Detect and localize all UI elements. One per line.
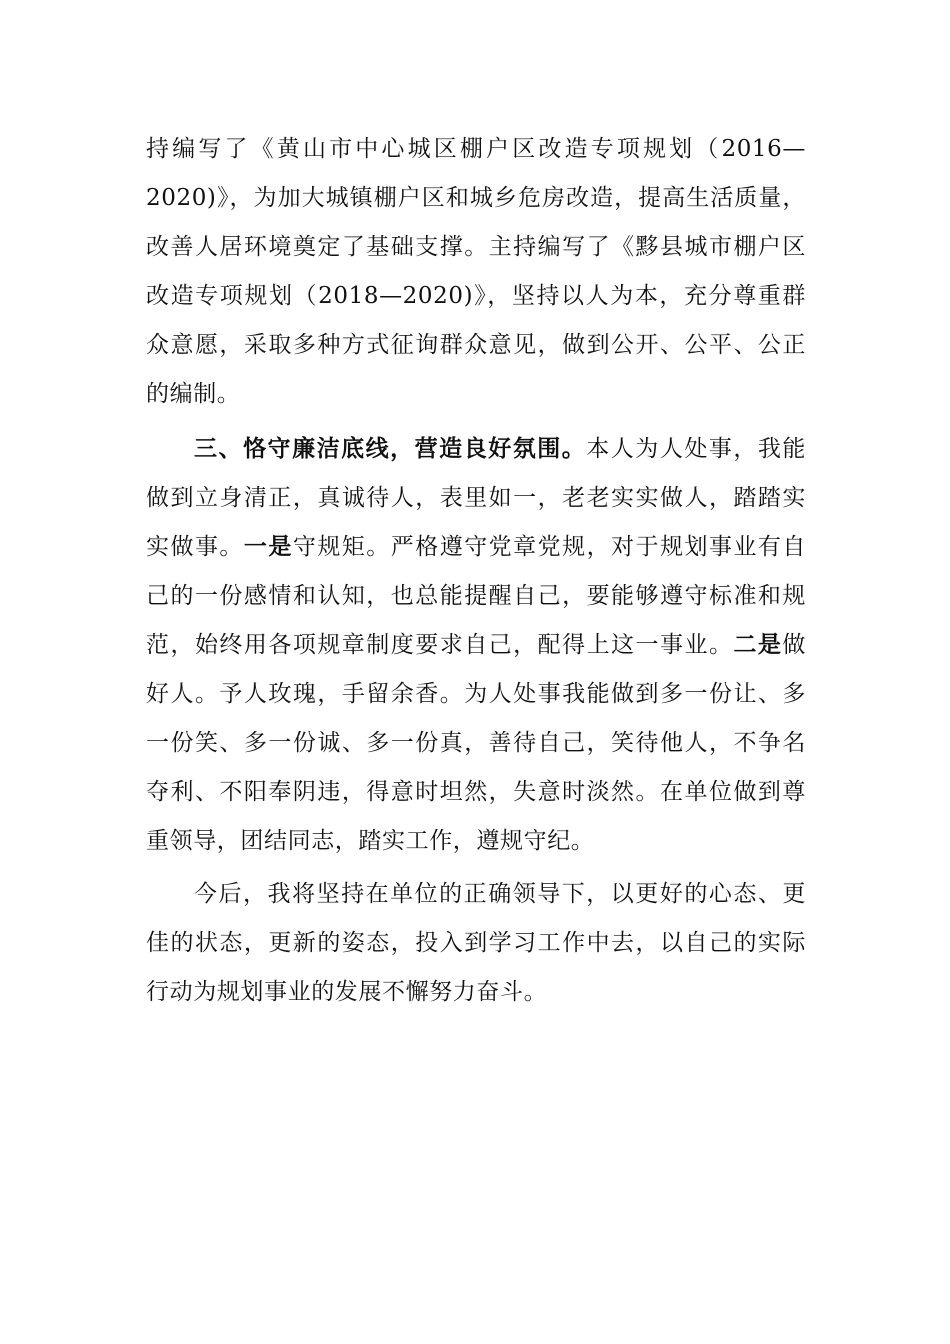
paragraph-integrity	[146, 425, 806, 866]
paragraph-text: 今后，我将坚持在单位的正确领导下，以更好的心态、更佳的状态，更新的姿态，投入到学习工作中去，以自己的实际行动为规划事业的发展不懈努力奋斗。	[146, 881, 806, 1005]
point-marker-two: 二是	[733, 632, 783, 658]
paragraph-text: 持编写了《黄山市中心城区棚户区改造专项规划（2016—2020)》，为加大城镇棚户区和城乡危房改造，提高生活质量，改善人居环境奠定了基础支撑。主持编写了《黟县城市棚户区改造专项规划（2018—2020)》，坚持以人为本，充分尊重群众意愿，采取多种方式征询群众意见，做到公开、公平、公正的编制。	[146, 136, 806, 407]
point-marker-one: 一是	[243, 534, 293, 560]
paragraph-shantytown-plans	[146, 125, 806, 419]
paragraph-text: 本人为人处事，我能做到立身清正，真诚待人，表里如一，老老实实做人，踏踏实实做事。	[146, 436, 806, 560]
section-heading: 三、恪守廉洁底线，营造良好氛围。	[194, 436, 587, 462]
paragraph-text: 守规矩。严格遵守党章党规，对于规划事业有自己的一份感情和认知，也总能提醒自己，要能够遵守标准和规范，始终用各项规章制度要求自己，配得上这一事业。	[146, 534, 806, 658]
paragraph-text: 做好人。予人玫瑰，手留余香。为人处事我能做到多一份让、多一份笑、多一份诚、多一份真，善待自己，笑待他人，不争名夺利、不阳奉阴违，得意时坦然，失意时淡然。在单位做到尊重领导，团结同志，踏实工作，遵规守纪。	[146, 632, 806, 854]
paragraph-conclusion	[146, 870, 806, 1017]
